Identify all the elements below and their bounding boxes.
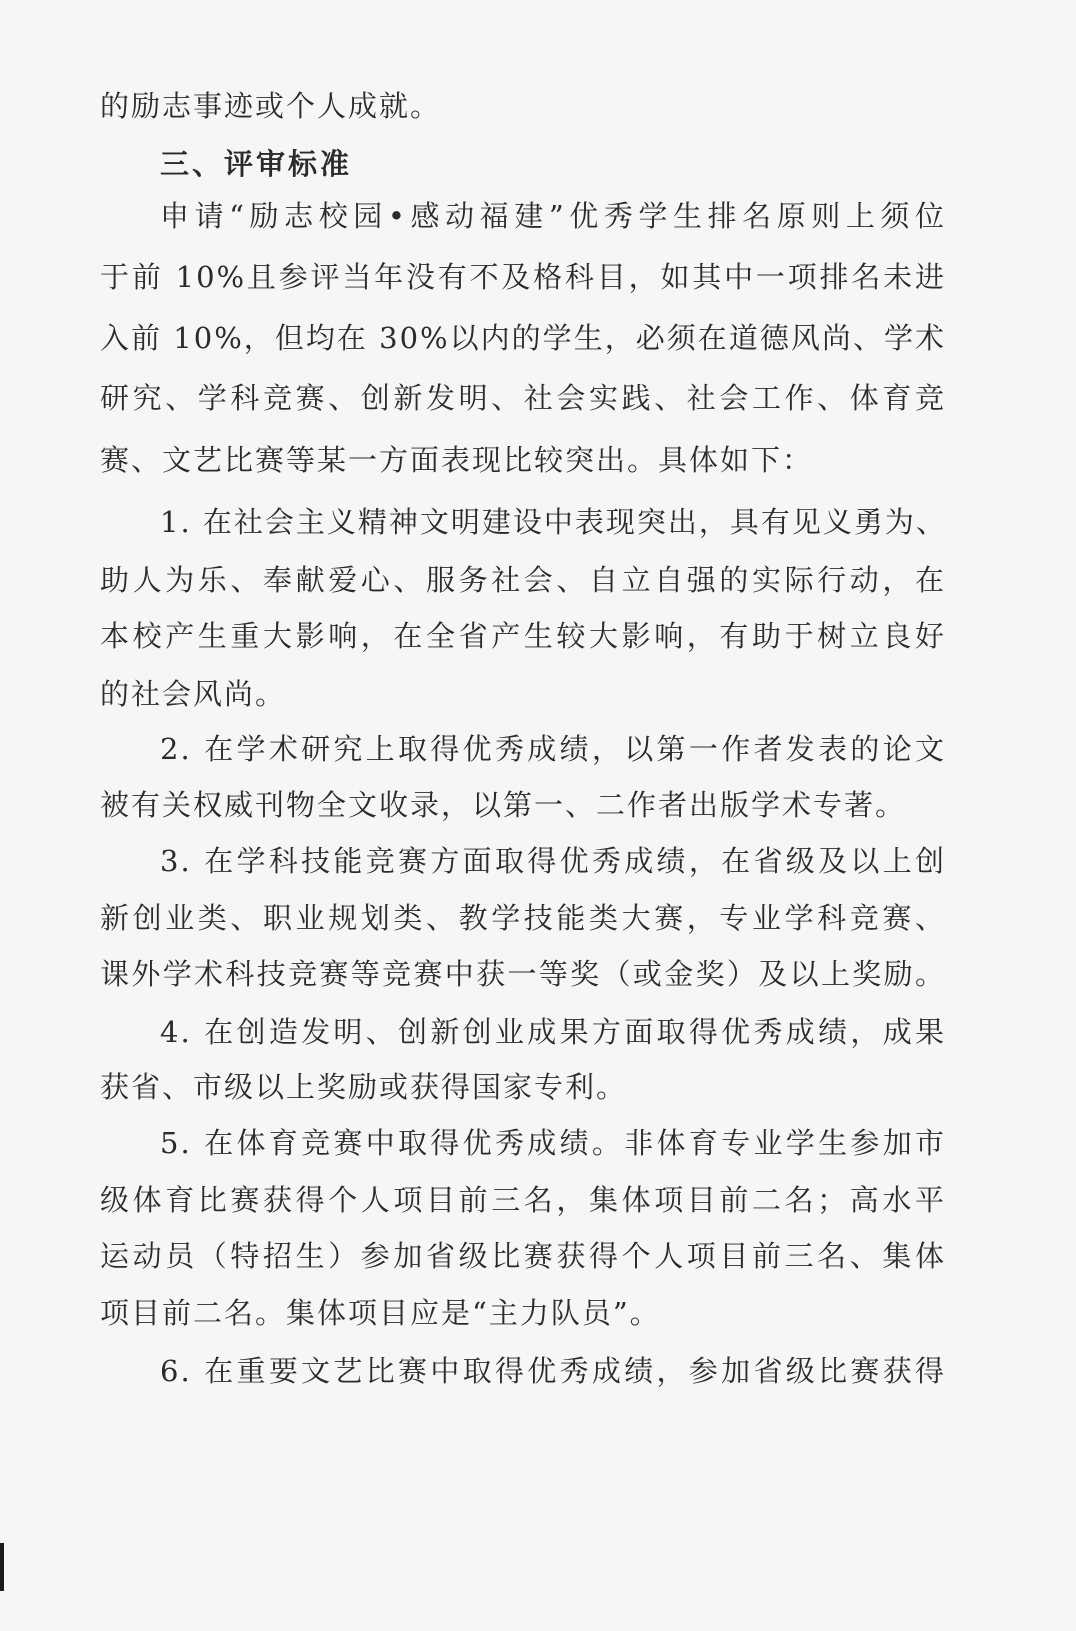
text-line: 的励志事迹或个人成就。 — [100, 89, 442, 123]
text-line: 的社会风尚。 — [100, 677, 287, 711]
text-line: 入前 10%，但均在 30%以内的学生，必须在道德风尚、学术 — [100, 321, 946, 355]
text-line: 于前 10%且参评当年没有不及格科目，如其中一项排名未进 — [100, 260, 946, 294]
list-item-3: 3. 在学科技能竞赛方面取得优秀成绩，在省级及以上创 — [160, 844, 946, 878]
list-item-1: 1. 在社会主义精神文明建设中表现突出，具有见义勇为、 — [160, 505, 947, 539]
list-item-5: 5. 在体育竞赛中取得优秀成绩。非体育专业学生参加市 — [160, 1126, 946, 1160]
scan-edge-mark — [0, 1543, 4, 1591]
list-item-6: 6. 在重要文艺比赛中取得优秀成绩，参加省级比赛获得 — [160, 1354, 946, 1388]
text-line: 申请“励志校园•感动福建”优秀学生排名原则上须位 — [160, 199, 946, 233]
text-line: 赛、文艺比赛等某一方面表现比较突出。具体如下： — [100, 443, 814, 477]
text-line: 研究、学科竞赛、创新发明、社会实践、社会工作、体育竞 — [100, 381, 946, 415]
text-line: 获省、市级以上奖励或获得国家专利。 — [100, 1070, 628, 1104]
text-line: 本校产生重大影响，在全省产生较大影响，有助于树立良好 — [100, 619, 946, 653]
text-line: 项目前二名。集体项目应是“主力队员”。 — [100, 1296, 661, 1330]
list-item-4: 4. 在创造发明、创新创业成果方面取得优秀成绩，成果 — [160, 1015, 946, 1049]
text-line: 级体育比赛获得个人项目前三名，集体项目前二名；高水平 — [100, 1183, 946, 1217]
text-line: 助人为乐、奉献爱心、服务社会、自立自强的实际行动，在 — [100, 563, 946, 597]
text-line: 新创业类、职业规划类、教学技能类大赛，专业学科竞赛、 — [100, 901, 946, 935]
section-heading: 三、评审标准 — [160, 147, 353, 181]
text-line: 被有关权威刊物全文收录，以第一、二作者出版学术专著。 — [100, 788, 907, 822]
text-line: 运动员（特招生）参加省级比赛获得个人项目前三名、集体 — [100, 1239, 946, 1273]
list-item-2: 2. 在学术研究上取得优秀成绩，以第一作者发表的论文 — [160, 732, 946, 766]
text-line: 课外学术科技竞赛等竞赛中获一等奖（或金奖）及以上奖励。 — [100, 957, 946, 991]
